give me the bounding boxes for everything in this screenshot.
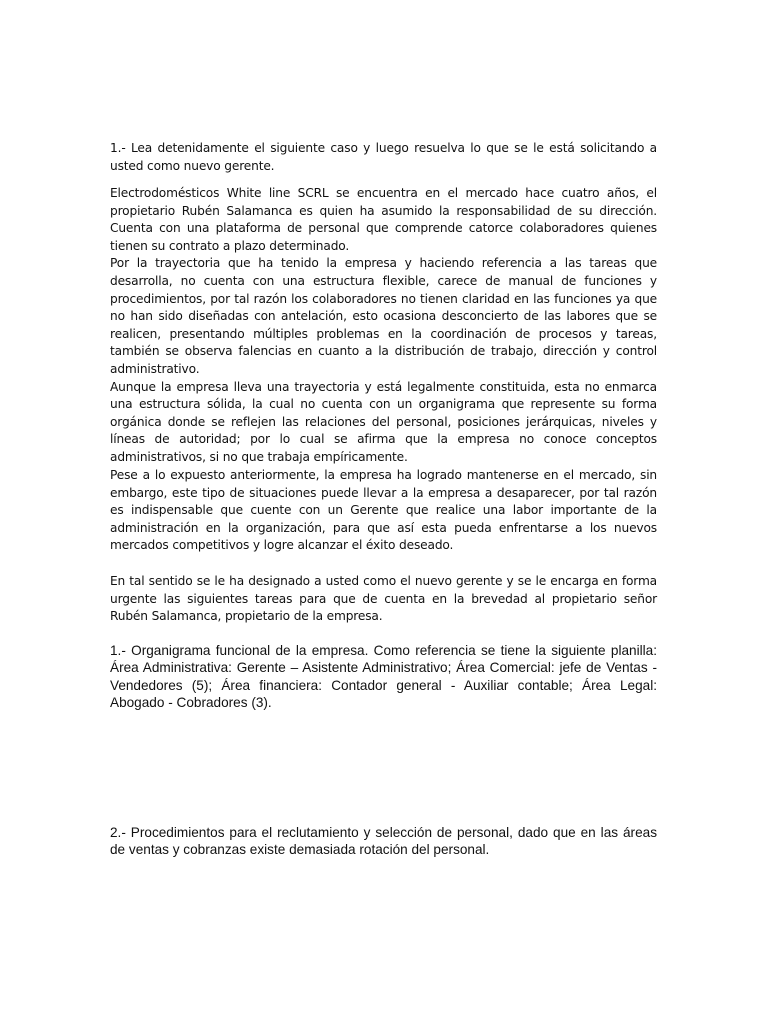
situation-paragraph: Pese a lo expuesto anteriormente, la empresa ha logrado mantenerse en el mercado, sin embargo, este tipo de situaciones puede llevar a la empresa a desaparecer, por tal razón es indispensable que cuente con un Gerente que realice una labor importante de la administración en la organización, para que así esta pueda enfrentarse a los nuevos mercados competitivos y logre alcanzar el éxito deseado. [110,468,657,553]
task-1-organigram: 1.- Organigrama funcional de la empresa. Como referencia se tiene la siguiente planilla: Área Administrativa: Gerente – Asistente Administrativo; Área Comercial: jefe de Ventas - Vendedores (5); Área financiera: Contador general - Auxiliar contable; Área Legal: Abogado - Cobradores (3). [110,643,657,711]
task-2-recruitment: 2.- Procedimientos para el reclutamiento y selección de personal, dado que en las áreas de ventas y cobranzas existe demasiada rotación del personal. [110,825,657,858]
case-paragraph-structure: Por la trayectoria que ha tenido la empresa y haciendo referencia a las tareas que desarrolla, no cuenta con una estructura flexible, carece de manual de funciones y procedimientos, por tal razón los colaboradores no tienen claridad en las funciones ya que no han sido diseñadas con antelación, esto ocasiona desconcierto de las labores que se realicen, presentando múltiples problemas en la coordinación de procesos y tareas, también se observa falencias en cuanto a la distribución de trabajo, dirección y control administrativo. [110,256,657,376]
case-paragraph-company: Electrodomésticos White line SCRL se encuentra en el mercado hace cuatro años, el propietario Rubén Salamanca es quien ha asumido la responsabilidad de su dirección. Cuenta con una plataforma de personal que comprende catorce colaboradores quienes tienen su contrato a plazo determinado. [110,186,657,253]
assignment-paragraph: En tal sentido se le ha designado a usted como el nuevo gerente y se le encarga en forma urgente las siguientes tareas para que de cuenta en la brevedad al propietario señor Rubén Salamanca, propietario de la empresa. [110,574,657,624]
case-description [110,185,657,467]
case-paragraph-organization: Aunque la empresa lleva una trayectoria y está legalmente constituida, esta no enmarca una estructura sólida, la cual no cuenta con un organigrama que represente su forma orgánica donde se reflejen las relaciones del personal, posiciones jerárquicas, niveles y líneas de autoridad; por lo cual se afirma que la empresa no conoce conceptos administrativos, si no que trabaja empíricamente. [110,379,657,464]
intro-paragraph: 1.- Lea detenidamente el siguiente caso y luego resuelva lo que se le está solicitando a usted como nuevo gerente. [110,141,657,173]
